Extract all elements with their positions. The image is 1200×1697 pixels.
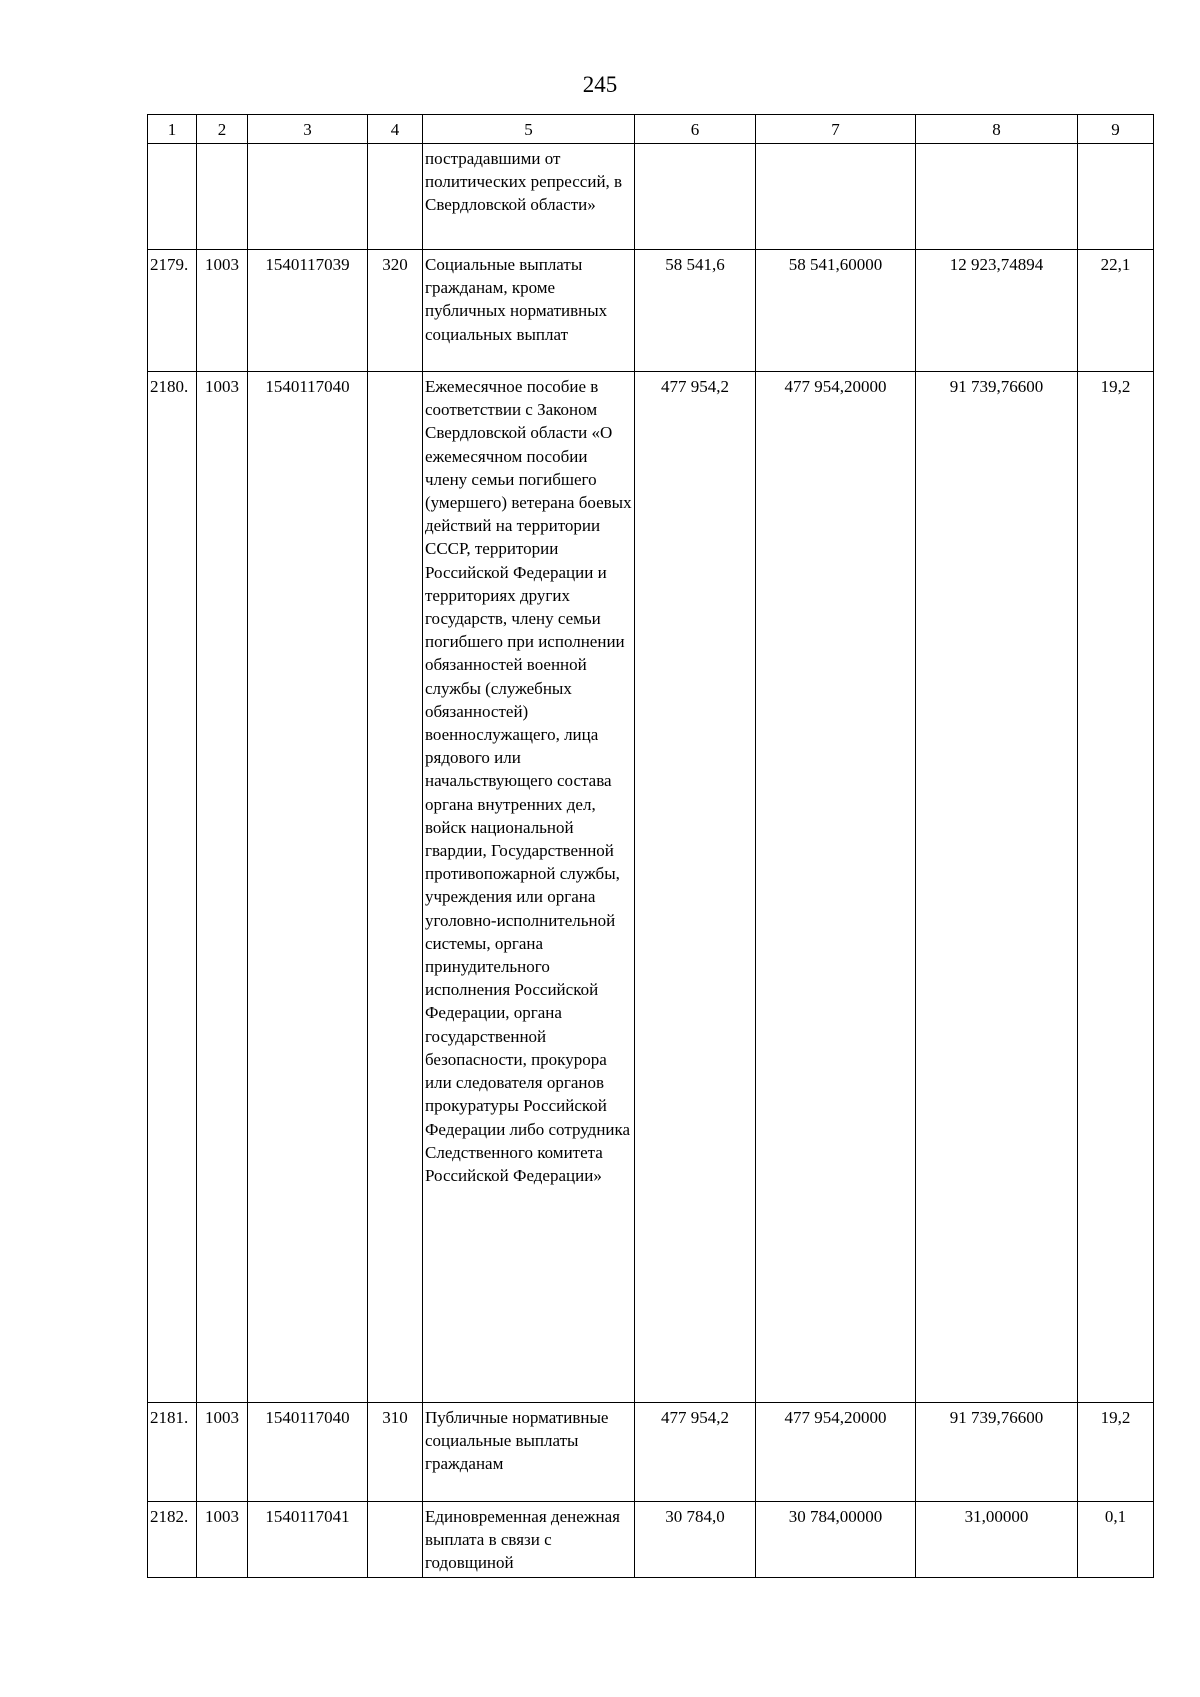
plan-cell	[635, 144, 756, 250]
header-cell: 8	[916, 115, 1078, 144]
header-cell: 4	[368, 115, 423, 144]
table-row	[148, 1403, 1154, 1502]
limit-cell: 30 784,00000	[756, 1502, 916, 1578]
name-cell: Единовременная денежная выплата в связи с годовщиной	[423, 1502, 635, 1578]
limit-cell: 477 954,20000	[756, 372, 916, 1403]
target-code-cell: 1540117041	[248, 1502, 368, 1578]
row-number-cell: 2180.	[148, 372, 197, 1403]
header-cell: 7	[756, 115, 916, 144]
type-code-cell	[368, 144, 423, 250]
header-cell: 2	[197, 115, 248, 144]
name-cell: Социальные выплаты гражданам, кроме публичных нормативных социальных выплат	[423, 250, 635, 372]
percent-cell: 19,2	[1078, 372, 1154, 1403]
executed-cell: 31,00000	[916, 1502, 1078, 1578]
section-code-cell	[197, 144, 248, 250]
section-code-cell: 1003	[197, 372, 248, 1403]
executed-cell: 91 739,76600	[916, 372, 1078, 1403]
row-number-cell: 2182.	[148, 1502, 197, 1578]
header-cell: 3	[248, 115, 368, 144]
table-row	[148, 372, 1154, 1403]
plan-cell: 477 954,2	[635, 1403, 756, 1502]
executed-cell: 12 923,74894	[916, 250, 1078, 372]
section-code-cell: 1003	[197, 1403, 248, 1502]
budget-table	[147, 114, 1154, 1578]
name-cell: Ежемесячное пособие в соответствии с Законом Свердловской области «О ежемесячном пособии члену семьи погибшего (умершего) ветерана боевых действий на территории СССР, территории Российской Федерации и территориях других государств, члену семьи погибшего при исполнении обязанностей военной службы (служебных обязанностей) военнослужащего, лица рядового или начальствующего состава органа внутренних дел, войск национальной гвардии, Государственной противопожарной службы, учреждения или органа уголовно-исполнительной системы, органа принудительного исполнения Российской Федерации, органа государственной безопасности, прокурора или следователя органов прокуратуры Российской Федерации либо сотрудника Следственного комитета Российской Федерации»	[423, 372, 635, 1403]
executed-cell	[916, 144, 1078, 250]
percent-cell	[1078, 144, 1154, 250]
row-number-cell	[148, 144, 197, 250]
percent-cell: 22,1	[1078, 250, 1154, 372]
plan-cell: 58 541,6	[635, 250, 756, 372]
limit-cell: 477 954,20000	[756, 1403, 916, 1502]
table-row	[148, 1502, 1154, 1578]
type-code-cell	[368, 372, 423, 1403]
header-cell: 9	[1078, 115, 1154, 144]
type-code-cell: 320	[368, 250, 423, 372]
table-row	[148, 250, 1154, 372]
type-code-cell	[368, 1502, 423, 1578]
target-code-cell: 1540117040	[248, 1403, 368, 1502]
type-code-cell: 310	[368, 1403, 423, 1502]
executed-cell: 91 739,76600	[916, 1403, 1078, 1502]
limit-cell: 58 541,60000	[756, 250, 916, 372]
percent-cell: 0,1	[1078, 1502, 1154, 1578]
section-code-cell: 1003	[197, 1502, 248, 1578]
table-row	[148, 144, 1154, 250]
target-code-cell	[248, 144, 368, 250]
page-number: 245	[582, 72, 618, 97]
name-cell: Публичные нормативные социальные выплаты гражданам	[423, 1403, 635, 1502]
header-cell: 5	[423, 115, 635, 144]
target-code-cell: 1540117040	[248, 372, 368, 1403]
target-code-cell: 1540117039	[248, 250, 368, 372]
section-code-cell: 1003	[197, 250, 248, 372]
name-cell: пострадавшими от политических репрессий, в Свердловской области»	[423, 144, 635, 250]
plan-cell: 30 784,0	[635, 1502, 756, 1578]
limit-cell	[756, 144, 916, 250]
percent-cell: 19,2	[1078, 1403, 1154, 1502]
row-number-cell: 2181.	[148, 1403, 197, 1502]
header-cell: 6	[635, 115, 756, 144]
row-number-cell: 2179.	[148, 250, 197, 372]
plan-cell: 477 954,2	[635, 372, 756, 1403]
header-cell: 1	[148, 115, 197, 144]
table-header-row	[148, 115, 1154, 144]
